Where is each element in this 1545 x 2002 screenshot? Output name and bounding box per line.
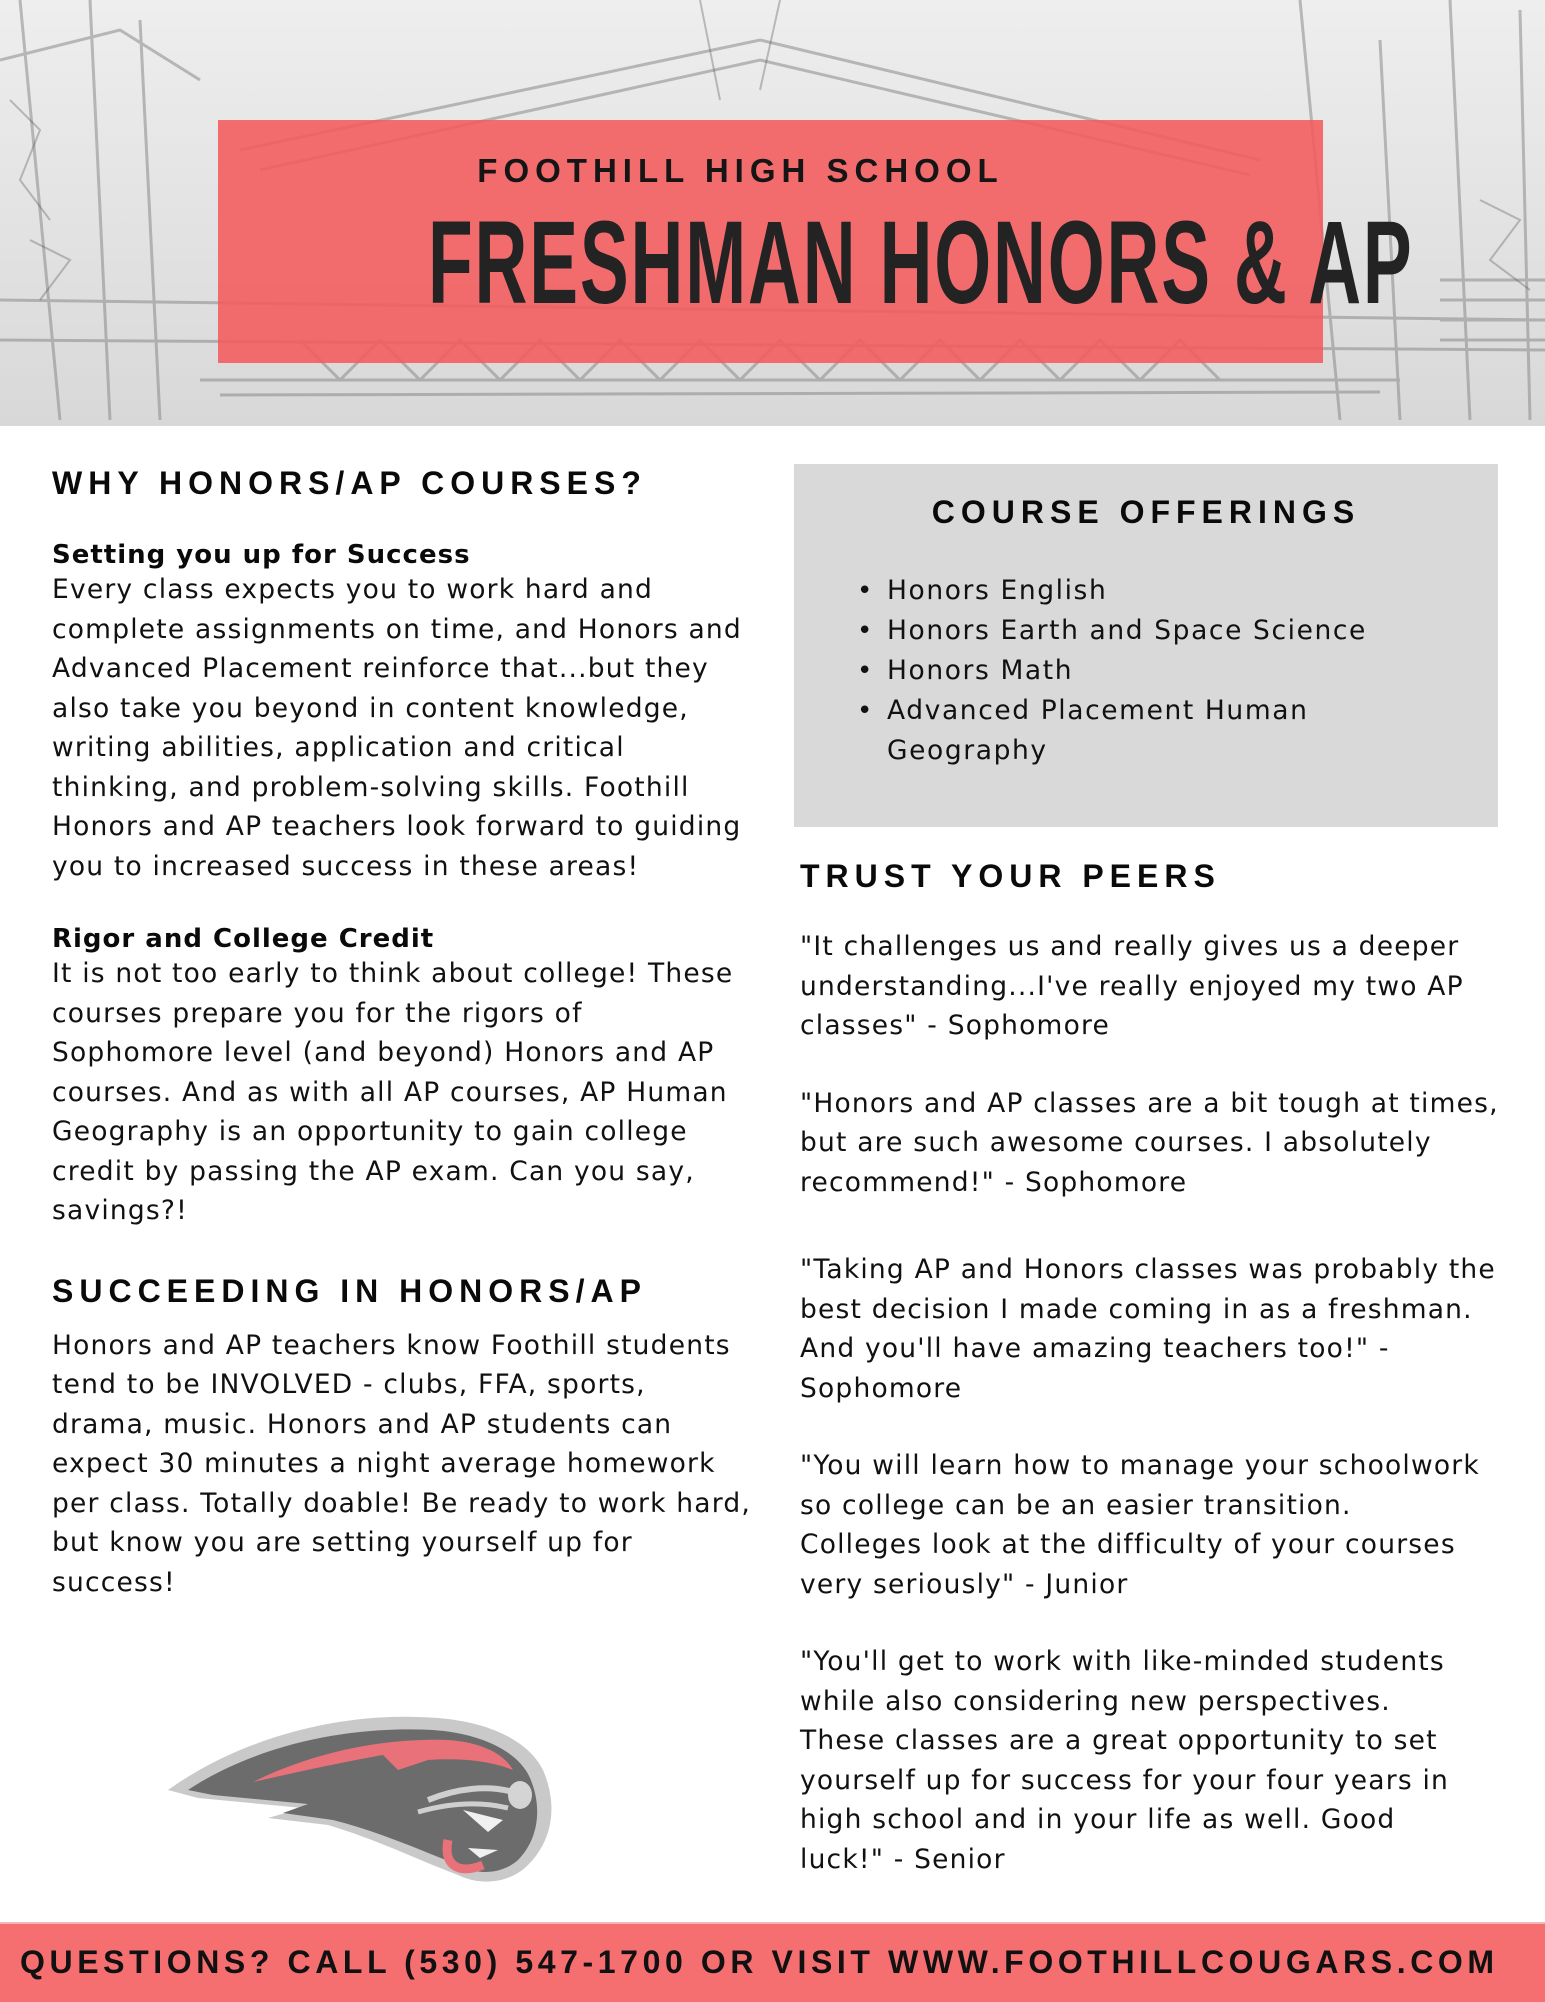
school-name: FOOTHILL HIGH SCHOOL <box>477 152 1004 189</box>
peer-quote: "Honors and AP classes are a bit tough at times, but are such awesome courses. I absolutely recommend!" - Sophomore <box>800 1087 1499 1198</box>
success-body: Every class expects you to work hard and complete assignments on time, and Honors and Advanced Placement reinforce that...but they also take you beyond in content knowledge, writing abilities, application and critical thinking, and problem-solving skills. Foothill Honors and AP teachers look forward to guiding you to increased success in these areas! <box>52 574 742 882</box>
contact-info[interactable]: QUESTIONS? CALL (530) 547-1700 OR VISIT WWW.FOOTHILLCOUGARS.COM <box>20 1944 1499 1980</box>
course-list <box>794 571 1498 771</box>
peer-quote: "It challenges us and really gives us a deeper understanding...I've really enjoyed my two AP classes" - Sophomore <box>800 931 1464 1041</box>
course-item: • Honors Math <box>887 651 1498 691</box>
peer-quote: "You will learn how to manage your schoolwork so college can be an easier transition. Colleges look at the difficulty of your courses very seriously" - Junior <box>800 1450 1480 1600</box>
footer-bar <box>0 1922 1545 2002</box>
peer-quote: "Taking AP and Honors classes was probably the best decision I made coming in as a freshman. And you'll have amazing teachers too!" - Sophomore <box>800 1254 1496 1404</box>
success-subheading: Setting you up for Success <box>52 540 471 570</box>
course-item: • Honors English <box>887 571 1498 611</box>
succeeding-body: Honors and AP teachers know Foothill students tend to be INVOLVED - clubs, FFA, sports, drama, music. Honors and AP students can expect 30 minutes a night average homework per class. Totally doable! Be ready to work hard, but know you are setting yourself up for success! <box>52 1329 752 1598</box>
course-item: • Honors Earth and Space Science <box>887 611 1498 651</box>
courses-heading: COURSE OFFERINGS <box>931 494 1361 530</box>
left-column <box>52 465 752 1602</box>
header-hero <box>0 0 1545 426</box>
title-banner <box>218 120 1414 363</box>
page-title: FRESHMAN HONORS & AP <box>427 197 1414 329</box>
succeeding-heading: SUCCEEDING IN HONORS/AP <box>52 1272 647 1309</box>
course-offerings-box <box>794 464 1498 827</box>
course-item: • Advanced Placement Human Geography <box>887 691 1367 771</box>
rigor-subheading: Rigor and College Credit <box>52 924 435 954</box>
peers-section <box>800 858 1520 1879</box>
cougar-mascot-icon <box>158 1700 568 1890</box>
peers-heading: TRUST YOUR PEERS <box>800 858 1221 894</box>
why-heading: WHY HONORS/AP COURSES? <box>52 465 647 501</box>
rigor-body: It is not too early to think about college! These courses prepare you for the rigors of Sophomore level (and beyond) Honors and AP courses. And as with all AP courses, AP Human Geography is an opportunity to gain college credit by passing the AP exam. Can you say, savings?! <box>52 958 734 1226</box>
peer-quote: "You'll get to work with like-minded students while also considering new perspectives. These classes are a great opportunity to set yourself up for success for your four years in high school and in your life as well. Good luck!" - Senior <box>800 1646 1450 1875</box>
